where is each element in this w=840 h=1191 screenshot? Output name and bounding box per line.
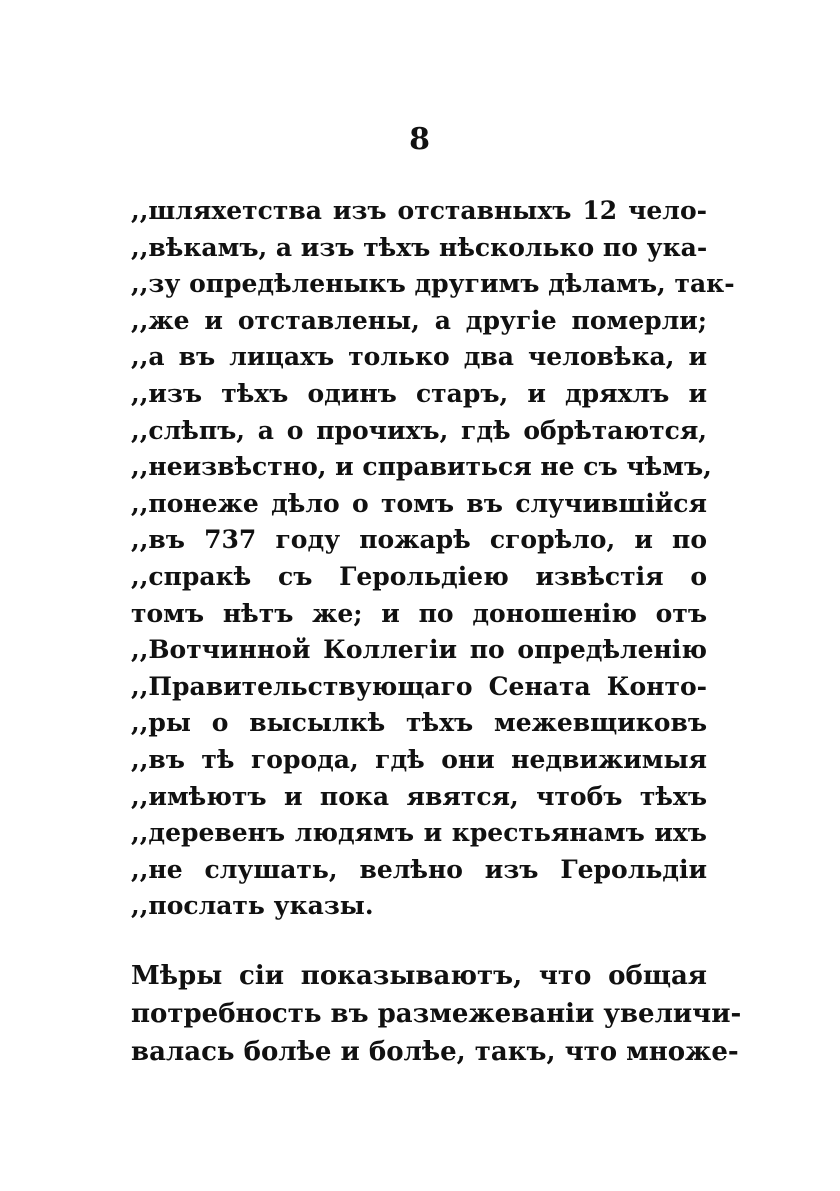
text-line: ,,деревенъ людямъ и крестьянамъ ихъ (131, 818, 707, 848)
text-line: ,,не слушать, велѣно изъ Герольдіи (131, 854, 707, 884)
text-line: ,,ры о высылкѣ тѣхъ межевщиковъ (131, 708, 707, 738)
text-line: ,,въ тѣ города, гдѣ они недвижимыя (131, 744, 707, 774)
text-line: ,,вѣкамъ, а изъ тѣхъ нѣсколько по ука- (131, 232, 708, 262)
text-line: ,,изъ тѣхъ одинъ старъ, и дряхлъ и (131, 378, 707, 408)
text-line: ,,Вотчинной Коллегіи по опредѣленію (131, 635, 707, 665)
text-line: ,,неизвѣстно, и справиться не съ чѣмъ, (131, 452, 712, 482)
text-line: ,,понеже дѣло о томъ въ случившійся (131, 488, 707, 518)
text-line: потребность въ размежеваніи увеличи- (131, 999, 742, 1029)
text-line: ,,зу опредѣленыкъ другимъ дѣламъ, так- (131, 269, 735, 299)
text-line: ,,шляхетства изъ отставныхъ 12 чело- (131, 196, 707, 225)
text-line: ,,слѣпъ, а о прочихъ, гдѣ обрѣтаются, (131, 415, 707, 445)
page-number: 8 (409, 122, 431, 157)
text-line: ,,а въ лицахъ только два человѣка, и (131, 342, 707, 372)
text-line: ,,Правительствующаго Сената Конто- (131, 671, 707, 701)
text-line: ,,же и отставлены, а другіе померли; (131, 305, 707, 335)
text-line: томъ нѣтъ же; и по доношенію отъ (131, 598, 707, 628)
quoted-decree-text (131, 193, 735, 925)
text-line: ,,послать указы. (131, 891, 374, 921)
text-line: ,,имѣютъ и пока явятся, чтобъ тѣхъ (131, 781, 707, 811)
text-line: валась болѣе и болѣе, такъ, что множе- (131, 1037, 739, 1067)
text-line: Мѣры сіи показываютъ, что общая (131, 961, 707, 991)
text-line: ,,въ 737 году пожарѣ сгорѣло, и по (131, 525, 707, 555)
body-paragraph (131, 957, 742, 1071)
text-line: ,,спракѣ съ Герольдіею извѣстія о (131, 561, 707, 591)
